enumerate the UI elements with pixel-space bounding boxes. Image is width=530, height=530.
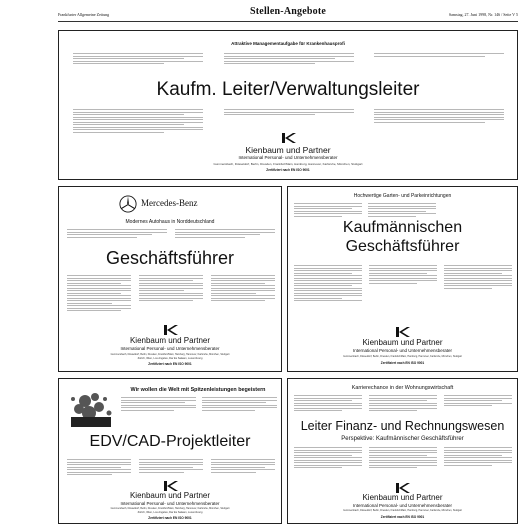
job-title: Kaufm. Leiter/Verwaltungsleiter <box>156 79 420 100</box>
kienbaum-logo-icon <box>164 481 178 491</box>
kienbaum-logo-icon <box>396 327 410 337</box>
ad-leiter-finanzen <box>287 378 518 524</box>
body-text-block <box>224 109 354 117</box>
ad-intro: Attraktive Managementaufgabe für Krankenhausprofi <box>231 41 345 46</box>
firm-cities-intl: Zürich, Wien, Los Angeles, Dar Es Salaam, Luxembourg <box>137 357 203 360</box>
body-text-block <box>139 459 203 474</box>
certification: Zertifiziert nach EN ISO 9001 <box>266 168 310 172</box>
firm-cities: Gummersbach, Düsseldorf, Berlin, Dresden, Frankfurt/Main, Hamburg, Hannover, Karlsruhe, München, Stuttgart <box>110 353 230 356</box>
ad-kaufm-leiter <box>58 30 518 180</box>
body-text-block <box>139 275 203 303</box>
body-text-block <box>294 203 362 218</box>
issue-date: Samstag, 27. Juni 1998, Nr. 146 / Seite V 5 <box>448 12 518 17</box>
body-text-block <box>294 395 362 413</box>
job-title: Leiter Finanz- und Rechnungswesen <box>300 419 505 433</box>
body-text-block <box>374 109 504 124</box>
firm-tagline: International Personal- und Unternehmensberater <box>352 503 453 508</box>
ad-intro: Modernes Autohaus in Norddeutschland <box>125 219 215 225</box>
firm-name: Kienbaum und Partner <box>362 338 443 347</box>
page-header <box>58 6 518 22</box>
job-title: Geschäftsführer <box>105 248 235 268</box>
body-text-block <box>444 447 512 467</box>
ad-intro: Karrierechance in der Wohnungswirtschaft <box>351 385 454 391</box>
kienbaum-logo-icon <box>396 483 410 493</box>
job-subtitle: Perspektive: Kaufmännischer Geschäftsführer <box>341 436 464 442</box>
job-title-line-2: Geschäftsführer <box>345 238 460 255</box>
job-title: EDV/CAD-Projektleiter <box>89 433 251 450</box>
firm-cities: Gummersbach, Düsseldorf, Berlin, Dresden, Frankfurt/Main, Hamburg, Hannover, Karlsruhe, München, Stuttgart <box>110 507 230 510</box>
firm-tagline: International Personal- und Unternehmensberater <box>120 501 220 506</box>
certification: Zertifiziert nach EN ISO 9001 <box>380 515 425 519</box>
firm-cities: Gummersbach, Düsseldorf, Berlin, Dresden, Frankfurt/Main, Hamburg, Hannover, Karlsruhe, München, Stuttgart <box>213 162 363 166</box>
body-text-block <box>369 395 437 413</box>
body-text-block <box>211 275 275 303</box>
ad-edv-cad-projektleiter <box>58 378 282 524</box>
body-text-block <box>369 265 437 285</box>
firm-cities: Gummersbach, Düsseldorf, Berlin, Dresden, Frankfurt/Main, Hamburg, Hannover, Karlsruhe, München, Stuttgart <box>343 355 462 358</box>
firm-name: Kienbaum und Partner <box>245 145 331 155</box>
body-text-block <box>374 53 504 58</box>
firm-tagline: International Personal- und Unternehmensberater <box>238 155 338 160</box>
body-text-block <box>175 229 275 239</box>
firm-name: Kienbaum und Partner <box>362 493 443 502</box>
body-text-block <box>73 53 203 66</box>
kienbaum-logo-icon <box>282 133 296 143</box>
section-title: Stellen-Angebote <box>250 6 326 17</box>
body-text-block <box>294 447 362 470</box>
ad-geschaeftsfuehrer-autohaus <box>58 186 282 372</box>
body-text-block <box>211 459 275 474</box>
firm-tagline: International Personal- und Unternehmensberater <box>352 348 453 353</box>
body-text-block <box>121 397 196 412</box>
body-text-block <box>369 447 437 470</box>
body-text-block <box>444 395 512 408</box>
certification: Zertifiziert nach EN ISO 9001 <box>148 516 192 520</box>
firm-tagline: International Personal- und Unternehmensberater <box>120 346 220 351</box>
body-text-block <box>67 459 131 477</box>
ad-intro: Wir wollen die Welt mit Spitzenleistungen begeistern <box>130 387 266 393</box>
body-text-block <box>73 109 203 134</box>
firm-cities: Gummersbach, Düsseldorf, Berlin, Dresden, Frankfurt/Main, Hamburg, Hannover, Karlsruhe, München, Stuttgart <box>343 509 462 512</box>
body-text-block <box>202 397 277 412</box>
certification: Zertifiziert nach EN ISO 9001 <box>380 361 425 365</box>
firm-cities-intl: Zürich, Wien, Los Angeles, Dar Es Salaam, Luxembourg <box>137 511 203 514</box>
mercedes-star-icon <box>119 195 137 213</box>
newspaper-name: Frankfurter Allgemeine Zeitung <box>58 12 110 17</box>
brand-name: Mercedes-Benz <box>141 198 198 208</box>
body-text-block <box>67 229 167 239</box>
firm-name: Kienbaum und Partner <box>129 491 211 500</box>
job-title-line-1: Kaufmännischen <box>342 219 463 236</box>
body-text-block <box>224 53 354 66</box>
body-text-block <box>368 203 436 218</box>
kienbaum-logo-icon <box>164 325 178 335</box>
body-text-block <box>444 265 512 290</box>
certification: Zertifiziert nach EN ISO 9001 <box>148 362 192 366</box>
ad-intro: Hochwertige Garten- und Parkeinrichtungen <box>353 193 452 199</box>
body-text-block <box>294 265 362 303</box>
splash-logo-icon <box>65 387 117 431</box>
firm-name: Kienbaum und Partner <box>129 336 211 345</box>
body-text-block <box>67 275 131 313</box>
ad-kaufm-geschaeftsfuehrer <box>287 186 518 372</box>
